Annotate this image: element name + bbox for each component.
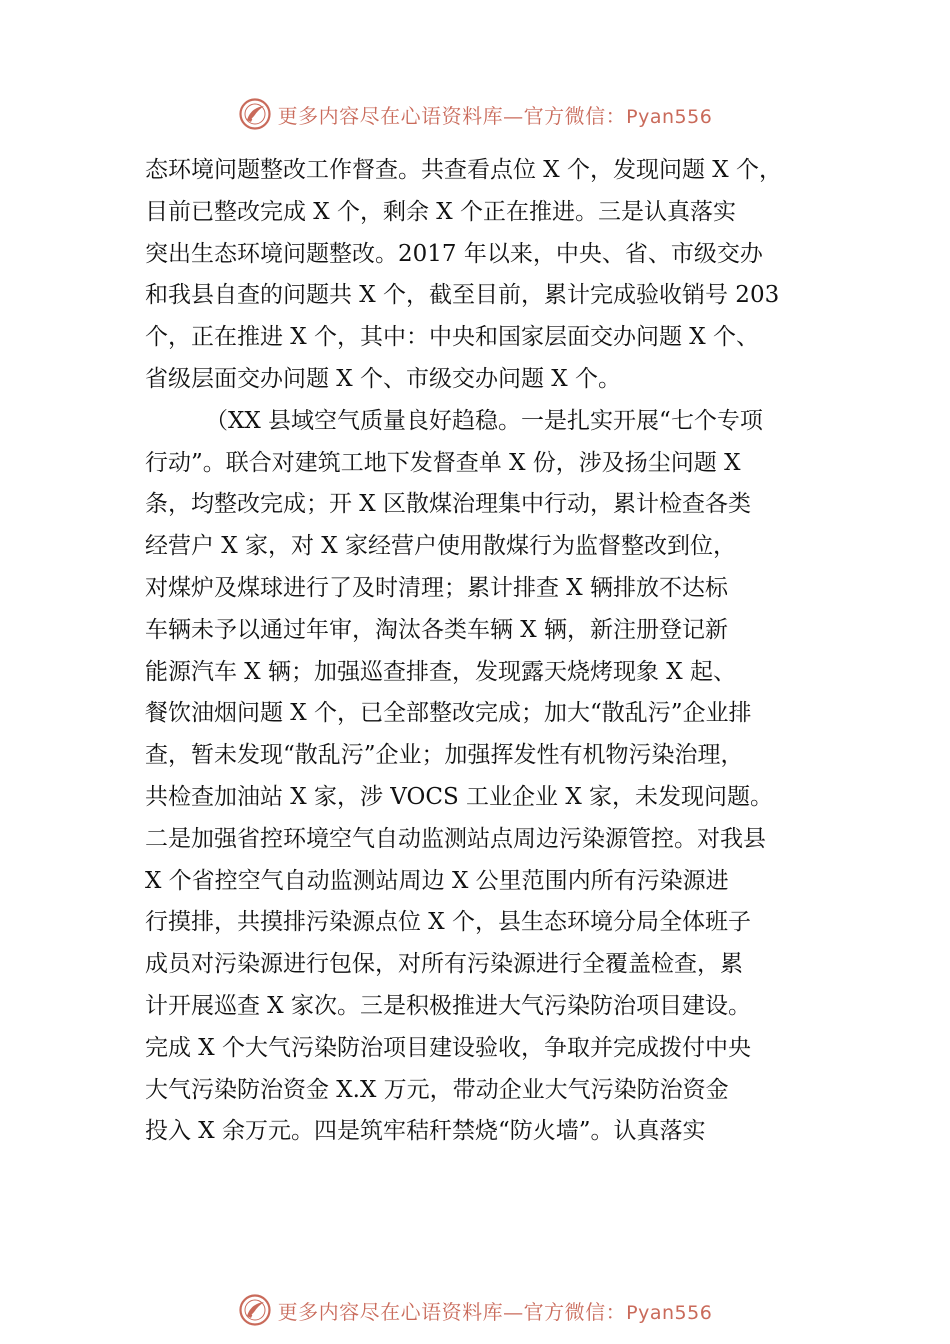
banner-label: 更多内容尽在心语资料库—官方微信： (277, 103, 627, 128)
body-line: 行动”。联合对建筑工地下发督查单 X 份，涉及扬尘问题 X (145, 449, 741, 476)
body-line: 突出生态环境问题整改。2017 年以来，中央、省、市级交办 (145, 240, 763, 267)
body-line: 态环境问题整改工作督查。共查看点位 X 个，发现问题 X 个， (145, 157, 782, 183)
body-line: 查，暂未发现“散乱污”企业；加强挥发性有机物污染治理， (145, 742, 744, 769)
body-line: 行摸排，共摸排污染源点位 X 个，县生态环境分局全体班子 (145, 909, 751, 936)
banner-text (278, 100, 713, 129)
body-line: 二是加强省控环境空气自动监测站点周边污染源管控。对我县 (145, 825, 766, 852)
body-line: 成员对污染源进行包保，对所有污染源进行全覆盖检查，累 (145, 951, 743, 978)
body-line: 能源汽车 X 辆；加强巡查排查，发现露天烧烤现象 X 起、 (145, 658, 736, 685)
banner-label: 更多内容尽在心语资料库—官方微信： (277, 1299, 627, 1324)
banner-text (278, 1296, 713, 1325)
body-line: 个，正在推进 X 个，其中：中央和国家层面交办问题 X 个、 (145, 324, 759, 351)
seal-logo-icon (238, 1293, 272, 1327)
body-line: X 个省控空气自动监测站周边 X 公里范围内所有污染源进 (145, 867, 729, 894)
header-banner (0, 94, 950, 134)
body-line: 条，均整改完成；开 X 区散煤治理集中行动，累计检查各类 (145, 491, 751, 518)
body-line: 计开展巡查 X 家次。三是积极推进大气污染防治项目建设。 (145, 992, 751, 1019)
seal-logo-icon (238, 97, 272, 131)
body-line: 目前已整改完成 X 个，剩余 X 个正在推进。三是认真落实 (145, 198, 736, 225)
body-line: 大气污染防治资金 X.X 万元，带动企业大气污染防治资金 (145, 1076, 729, 1103)
body-line: 省级层面交办问题 X 个、市级交办问题 X 个。 (145, 365, 621, 392)
banner-handle: Pyan556 (626, 1301, 713, 1324)
body-line: 车辆未予以通过年审，淘汰各类车辆 X 辆，新注册登记新 (145, 616, 728, 643)
paragraph-heading-line: （XX 县域空气质量良好趋稳。一是扎实开展“七个专项 (205, 407, 763, 434)
body-line: 投入 X 余万元。四是筑牢秸秆禁烧“防火墙”。认真落实 (145, 1118, 706, 1145)
body-line: 和我县自查的问题共 X 个，截至目前，累计完成验收销号 203 (145, 282, 780, 309)
body-line: 完成 X 个大气污染防治项目建设验收，争取并完成拨付中央 (145, 1034, 751, 1061)
body-line: 对煤炉及煤球进行了及时清理；累计排查 X 辆排放不达标 (145, 574, 728, 601)
body-line: 餐饮油烟问题 X 个，已全部整改完成；加大“散乱污”企业排 (145, 700, 752, 727)
body-line: 共检查加油站 X 家，涉 VOCS 工业企业 X 家，未发现问题。 (145, 783, 774, 810)
banner-handle: Pyan556 (626, 105, 713, 128)
body-line: 经营户 X 家，对 X 家经营户使用散煤行为监督整改到位， (145, 533, 736, 560)
footer-banner (0, 1290, 950, 1330)
document-body (145, 150, 825, 1153)
